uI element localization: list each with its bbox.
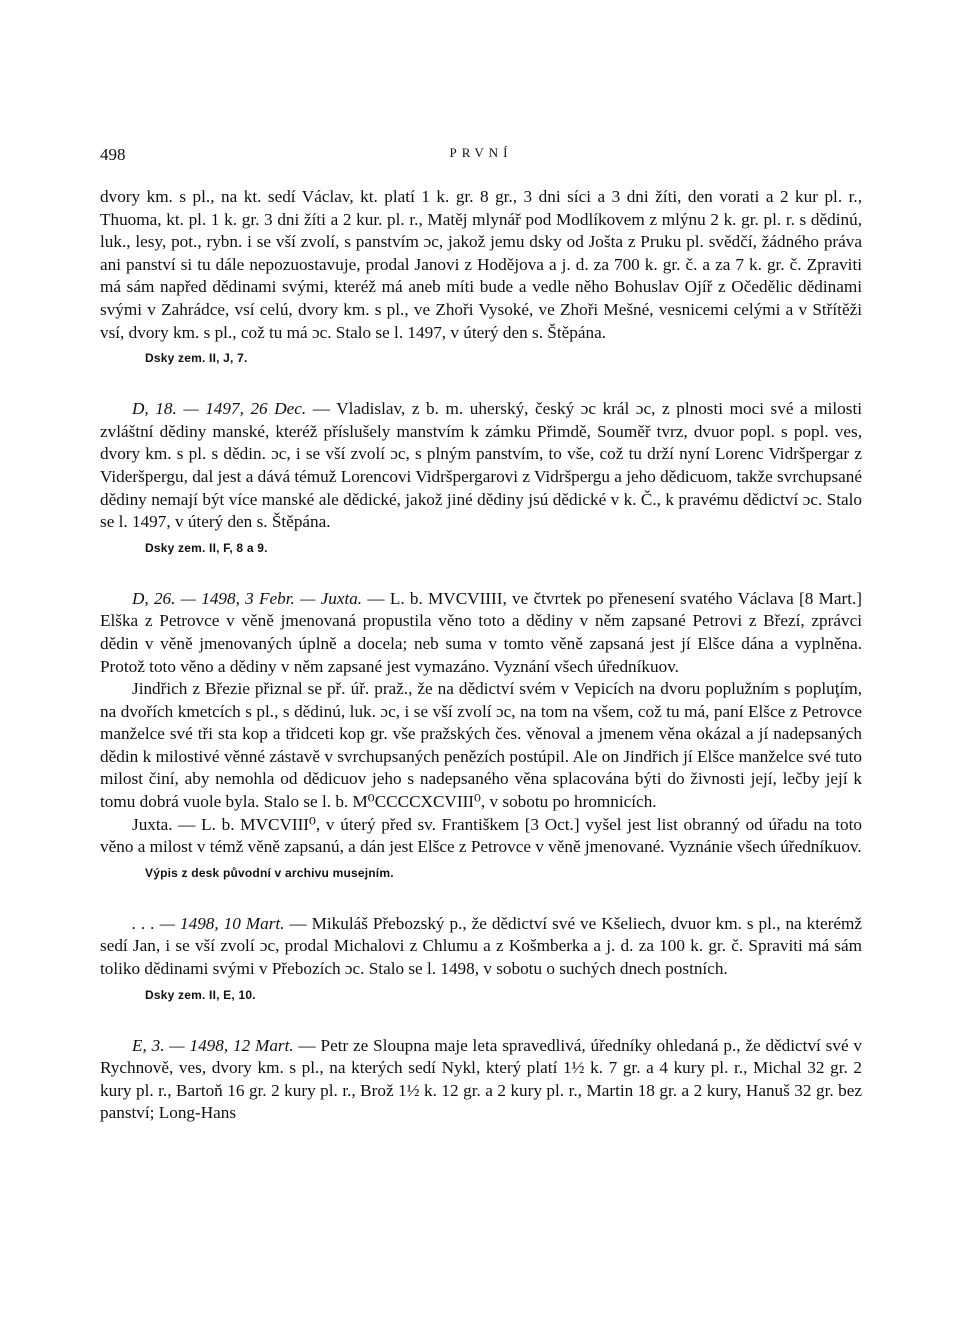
entry	[100, 186, 862, 368]
page-header	[100, 140, 862, 172]
entry-heading: D, 26. — 1498, 3 Febr. — Juxta.	[132, 588, 363, 608]
entry-text: — Petr ze Sloupna maje leta spravedlivá, úředníky ohledaná p., že dědictví své v Rychnově, ves, dvory km. s pl., na kterých sedí Nykl, který platí 1½ k. 7 gr. a 4 kury pl. r., Michal 32 gr. 2 kury pl. r., Bartoň 16 gr. 2 kury pl. r., Brož 1½ k. 12 gr. a 2 kury pl. r., Martin 18 gr. a 2 kury, Hanuš 32 gr. bez panství; Long-Hans	[100, 1035, 863, 1123]
entry-paragraph	[100, 913, 862, 981]
entry-paragraph	[100, 588, 862, 678]
entry-paragraph: dvory km. s pl., na kt. sedí Václav, kt. platí 1 k. gr. 8 gr., 3 dni síci a 3 dni žíti, den vorati a 2 kur pl. r., Thuoma, kt. pl. 1 k. gr. 3 dni žíti a 2 kur. pl. r., Matěj mlynář pod Modlíkovem z mlýnu 2 k. gr. pl. r. s dědinú, luk., lesy, pot., rybn. i se vší zvolí, s panstvím ɔc, jakož jemu dsky od Jošta z Pruku pl. svědčí, žádného práva ani panství si tu dále nepozuostavuje, prodal Janovi z Hodějova a j. d. za 700 k. gr. č. a za 7 k. gr. č. Zpraviti má sám napřed dědinami svými, kteréž má aneb míti bude a vedle něho Bohuslav Ojíř z Očedělic dědinami svými v Zahrádce, vsí celú, dvory km. s pl., ve Zhoři Vysoké, ve Zhoři Mešné, vesnicemi celými a v Střítěži vsí, dvory km. s pl., což tu má ɔc. Stalo se l. 1497, v úterý den s. Štěpána.	[100, 187, 862, 342]
entry-paragraph: Jindřich z Březie přiznal se př. úř. praž., že na dědictví svém v Vepicích na dvoru poplužním s popluţím, na dvořích kmetcích s pl., s dědinú, luk. ɔc, i se vší zvolí ɔc, na tom na všem, což tu má, paní Elšce z Petrovce manželce své tři sta kop a třidceti kop gr. vše pražských čes. věnoval a jmenem věna okázal a jí nadepsaných dědin k milostivé věnné zástavě v svrchupsaných penězích postúpil. Ale on Jindřich jí Elšce manželce své tuto milost činí, aby nemohla od dědicuov jeho s nadepsaného věna splacována býti do živnosti její, lečby její k tomu dobrá vuole byla. Stalo se l. b. M⁰CCCCXCVIII⁰, v sobotu po hromnicích.	[100, 679, 862, 812]
entry	[100, 913, 862, 1005]
source-citation: Dsky zem. II, E, 10.	[145, 987, 256, 1002]
entry-text: — Vladislav, z b. m. uherský, český ɔc král ɔc, z plnosti moci své a milosti zvláštní dědiny manské, kteréž příslušely manstvím k zámku Přimdě, Souměř tvrz, dvuor popl. s popl. ves, dvory km. s pl. s dědin. ɔc, i se vší zvolí ɔc, s plným panstvím, to vše, což tu drží nyní Lorenc Vidršpergar z Videršpergu, dal jest a dává témuž Lorencovi Vidršpergarovi z Vidršpergu a jeho dědicuom, takže svrchupsané dědiny nemají být více manské ale dědické, jakož jiné dědiny jsú dědické v k. Č., k pravému dědictví ɔc. Stalo se l. 1497, v úterý den s. Štěpána.	[100, 399, 862, 532]
entry-paragraph	[100, 398, 862, 534]
entry-heading: E, 3. — 1498, 12 Mart.	[132, 1035, 294, 1055]
entry	[100, 588, 862, 883]
document-page	[100, 140, 862, 1125]
entry-heading: . . . — 1498, 10 Mart.	[132, 913, 285, 933]
source-citation: Dsky zem. II, J, 7.	[145, 351, 248, 366]
entry-paragraph: Juxta. — L. b. MVCVIII⁰, v úterý před sv. Františkem [3 Oct.] vyšel jest list obranný od úřadu na toto věno a milost v témž věně zapsanú, a dán jest Elšce z Petrovce v věně jmenované. Vyznánie všech úředníkuov.	[100, 814, 862, 857]
entry-text: — L. b. MVCVIIII, ve čtvrtek po přenesení svatého Václava [8 Mart.] Elška z Petrovce v věně jmenovaná propustila věno toto a dědiny v něm zapsané Petrovi z Březí, zprávci dědin v věně jmenovaných úplně a docela; neb suma v tomto věně zapsaná jest jí Elšce dána a vyplněna. Protož toto věno a dědiny v něm zapsané jest vymazáno. Vyznání všech úředníkuov.	[100, 588, 863, 676]
entry	[100, 1035, 862, 1125]
source-citation: Dsky zem. II, F, 8 a 9.	[145, 540, 268, 555]
source-citation: Výpis z desk původní v archivu musejním.	[145, 865, 394, 880]
page-number: 498	[100, 145, 126, 164]
running-title: PRVNÍ	[449, 145, 513, 160]
entry-heading: D, 18. — 1497, 26 Dec.	[132, 399, 307, 419]
entry	[100, 398, 862, 558]
entry-text: — Mikuláš Přebozský p., že dědictví své ve Kšeliech, dvuor km. s pl., na kterémž sedí Jan, i se vší zvolí ɔc, prodal Michalovi z Chlumu a z Košmberka a j. d. za 100 k. gr. č. Spraviti má sám toliko dědinami svými v Přebozích ɔc. Stalo se l. 1498, v sobotu o suchých dnech postních.	[100, 913, 862, 979]
entry-paragraph	[100, 1035, 862, 1125]
